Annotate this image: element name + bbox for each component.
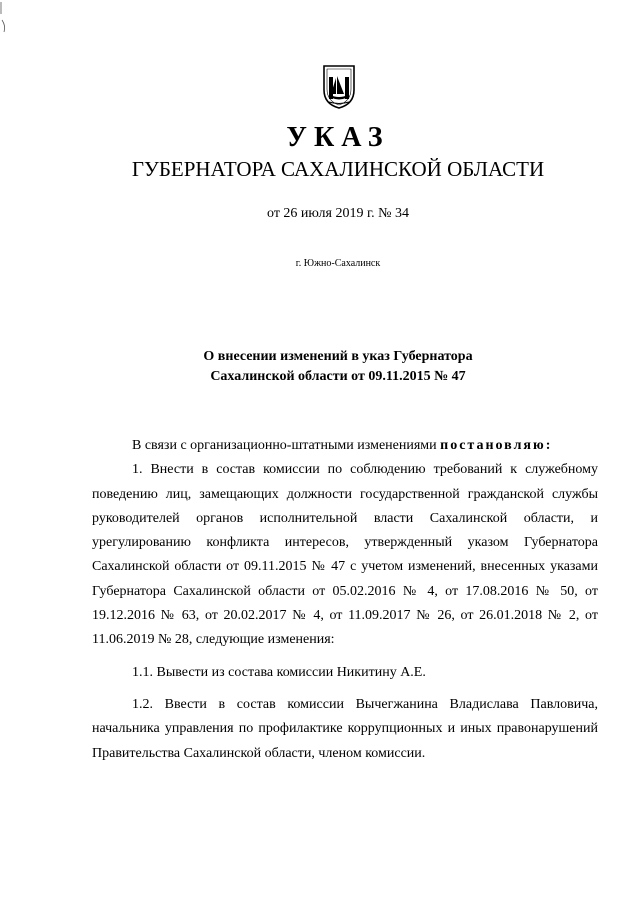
point-1-2-paragraph: 1.2. Ввести в состав комиссии Вычегжанина Владислава Павловича, начальника управления по профилактике коррупционных и иных правонарушений Правительства Сахалинской области, членом комиссии.: [92, 696, 598, 761]
subject-line-1: О внесении изменений в указ Губернатора: [203, 349, 473, 364]
point-1-paragraph: 1. Внести в состав комиссии по соблюдению требований к служебному поведению лиц, замещающих должности государственной гражданской службы руководителей органов исполнительной власти Сахалинской области, и урегулированию конфликта интересов, утвержденный указом Губернатора Сахалинской области от 09.11.2015 № 47 с учетом изменений, внесенных указами Губернатора Сахалинской области от 05.02.2016 № 4, от 17.08.2016 № 50, от 19.12.2016 № 63, от 20.02.2017 № 4, от 11.09.2017 № 26, от 26.01.2018 № 2, от 11.06.2019 № 28, следующие изменения:: [92, 462, 598, 648]
document-date-number: от 26 июля 2019 г. № 34: [267, 206, 409, 221]
point-1-1-paragraph: 1.1. Вывести из состава комиссии Никитину А.Е.: [132, 664, 426, 680]
document-issuer: ГУБЕРНАТОРА САХАЛИНСКОЙ ОБЛАСТИ: [131, 157, 545, 181]
document-subject: [0, 347, 640, 387]
document-city: г. Южно-Сахалинск: [295, 258, 381, 269]
subject-line-2: Сахалинской области от 09.11.2015 № 47: [210, 369, 466, 384]
scan-mark-icon: [0, 0, 14, 34]
preamble-paragraph: [92, 434, 598, 458]
sakhalin-coat-of-arms-icon: [320, 62, 358, 110]
preamble-text: В связи с организационно-штатными изменениями: [132, 438, 437, 453]
decree-word: постановляю:: [440, 438, 553, 453]
document-title: УКАЗ: [286, 122, 390, 153]
document-body: [92, 434, 598, 766]
